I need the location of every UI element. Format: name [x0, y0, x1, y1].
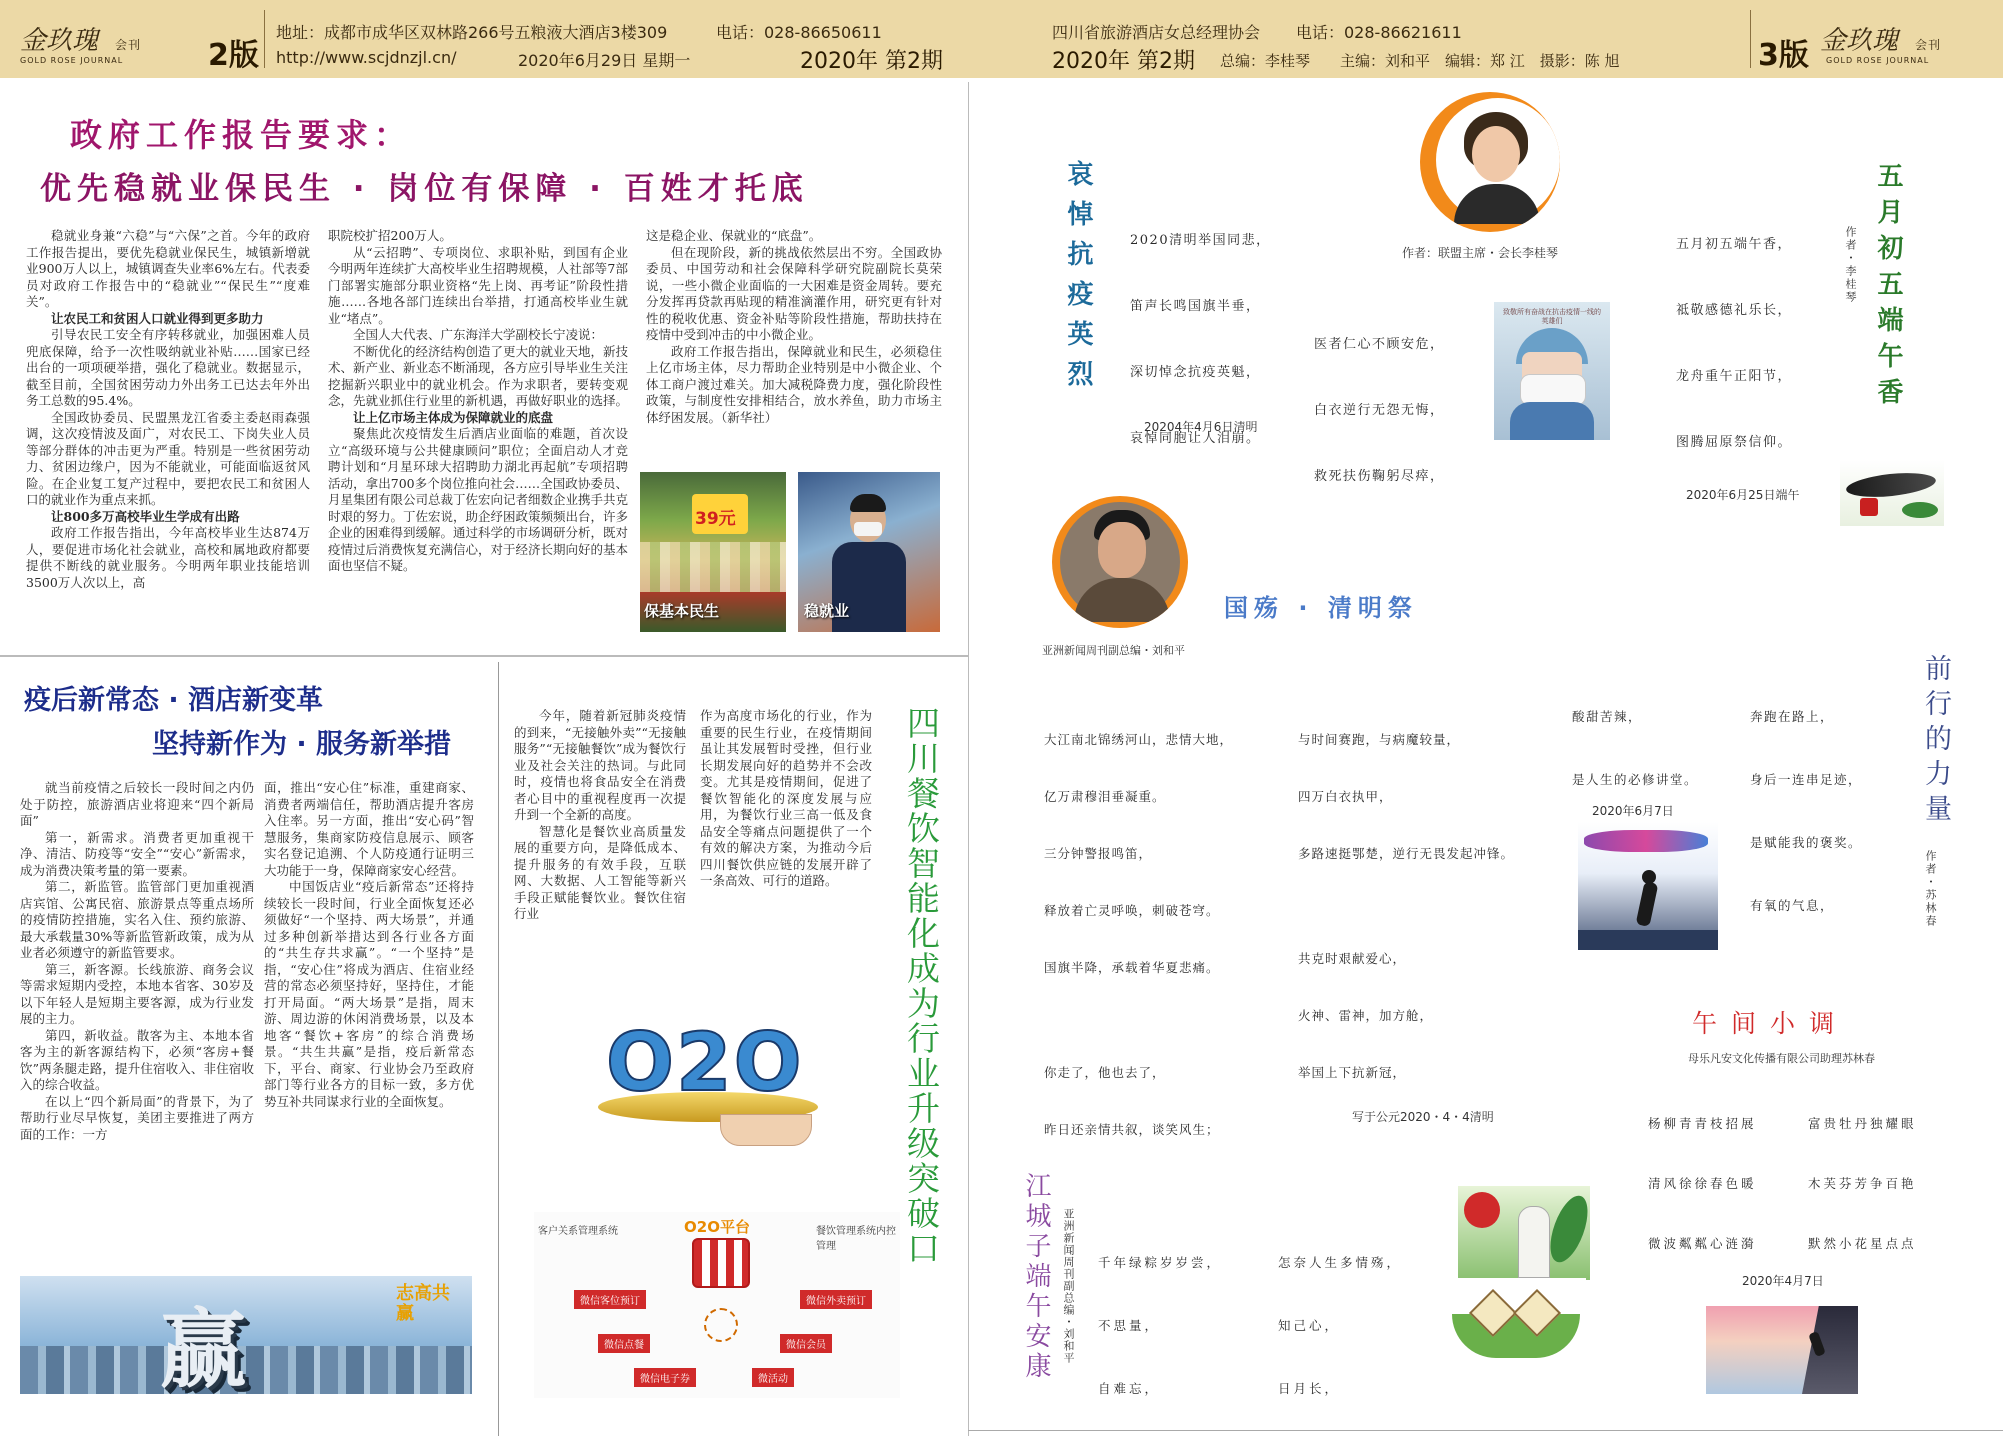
article1-col3-para: 这是稳企业、保就业的“底盘”。	[646, 228, 822, 243]
poem6-column-2	[1278, 1210, 1438, 1396]
diagram-item-crm: 客户关系管理系统	[538, 1226, 618, 1237]
poem1-author: 作者：联盟主席・会长李桂琴	[1402, 246, 1559, 260]
poem3-column-2	[1298, 692, 1538, 1092]
poem6-vertical-author: 亚洲新闻周刊副总编・刘和平	[1062, 1208, 1075, 1364]
poem6-line: 知己心，	[1278, 1318, 1341, 1333]
article2-col1-para: 就当前疫情之后较长一段时间之内仍处于防控，旅游酒店业将迎来“四个新局面”	[20, 780, 254, 828]
poem4-line: 是人生的必修讲堂。	[1572, 772, 1699, 787]
poem3-line: 火神、雷神，加方舱，	[1298, 1008, 1434, 1023]
poem2-line: 祗敬感德礼乐长，	[1676, 303, 1793, 318]
poem6-line: 千年绿粽岁岁尝，	[1098, 1255, 1223, 1270]
article1-column-3	[646, 228, 942, 460]
article2-title-line1: 疫后新常态 · 酒店新变革	[24, 685, 324, 716]
man-mask	[854, 522, 882, 536]
poem3-column-1	[1044, 692, 1294, 1148]
calligraphy-red-accent	[1860, 498, 1878, 516]
price-tag-text: 39元	[695, 509, 736, 529]
article1-column-1	[26, 228, 310, 638]
article1-col2-para: 职院校扩招200万人。	[328, 228, 452, 243]
article3-col1-para: 今年，随着新冠肺炎疫情的到来，“无接触外卖”“无接触服务”“无接触餐饮”成为餐饮行业及社会关注的热词。与此同时，疫情也将食品安全在消费者心目中的重视程度再一次提升到一个全新的高度。	[514, 708, 686, 822]
poem2-body	[1676, 190, 1844, 470]
poem3-line	[1298, 901, 1538, 911]
runner-brush-text	[1584, 830, 1708, 852]
left-page-number: 2版	[208, 38, 259, 73]
poem2-line: 图腾屈原祭信仰。	[1676, 435, 1793, 450]
poem4-line: 酸甜苦辣，	[1572, 709, 1643, 724]
article1-column-2	[328, 228, 628, 638]
article3-col1-para: 智慧化是餐饮业高质量发展的重要方向，是降低成本、提升服务的有效手段，互联网、大数据、人工智能等新兴手段正赋能餐饮业。餐饮住宿行业	[514, 823, 686, 921]
left-header-phone: 电话：028-86650611	[716, 23, 882, 42]
poem3-line: 释放着亡灵呼唤，刺破苍穹。	[1044, 903, 1220, 918]
poem3-line: 亿万肃穆泪垂凝重。	[1044, 789, 1166, 804]
poem6-line: 怎奈人生多情殇，	[1278, 1255, 1403, 1270]
diagram-item-pos: 餐饮管理系统内控管理	[816, 1226, 896, 1252]
poem5-column-1	[1648, 1074, 1768, 1264]
article2-col1-para: 第三，新客源。长线旅游、商务会议等需求短期内受控，本地本省客、30岁及以下年轻人是短期主要客源，成为行业发展的主力。	[20, 961, 254, 1026]
article2-col1-para: 第一，新需求。消费者更加重视干净、清洁、防疫等“安全”“安心”新需求，成为消费决策考量的第一要素。	[20, 829, 254, 878]
masked-man-photo	[798, 472, 940, 632]
poem2-line: 五月初五端午香，	[1676, 237, 1793, 252]
article3-column-2	[700, 708, 872, 952]
poem3-line: 共克时艰献爱心，	[1298, 951, 1407, 966]
author-portrait-liu	[1052, 496, 1188, 628]
diagram-item-coupon: 微信电子券	[634, 1368, 696, 1387]
portrait2-face	[1098, 522, 1146, 578]
poem3-title: 国殇 · 清明祭	[1224, 594, 1418, 622]
climber-sunset-image	[1706, 1306, 1858, 1394]
left-header-separator	[264, 10, 265, 68]
article1-col1-subhead: 让800多万高校毕业生学成有出路	[51, 508, 240, 524]
poster-caption: 致敬所有奋战在抗击疫情一线的英雄们	[1503, 308, 1601, 325]
poem2-date: 2020年6月25日端午	[1686, 488, 1800, 502]
qu-yuan-figure	[1518, 1206, 1550, 1278]
article3-vertical-title: 四川餐饮智能化成为行业升级突破口	[902, 706, 941, 1266]
poem3-line: 大江南北锦绣河山，悲情大地，	[1044, 732, 1234, 747]
article1-col1-subhead: 让农民工和贫困人口就业得到更多助力	[51, 310, 264, 326]
nurse-gown	[1510, 402, 1594, 440]
right-page-bottom-line	[968, 1430, 2003, 1431]
o2o-hand	[720, 1114, 812, 1146]
article1-col1-para: 稳就业身兼“六稳”与“六保”之首。今年的政府工作报告提出，要优先稳就业保民生，城镇新增就业900万人以上，城镇调查失业率6%左右。代表委员对政府工作报告中的“稳就业”“保民生”“度难关”。	[26, 228, 310, 309]
left-header-date: 2020年6月29日 星期一	[518, 51, 691, 70]
win-character: 赢	[160, 1300, 246, 1394]
diagram-hub	[704, 1308, 738, 1342]
poem4-column-2	[1750, 664, 1900, 954]
produce-rows	[640, 542, 786, 592]
poem6-line: 自难忘，	[1098, 1381, 1161, 1396]
article2-col1-para: 第二，新监管。监管部门更加重视酒店宾馆、公寓民宿、旅游景点等重点场所的疫情防控措施，实名入住、预约旅游、最大承载量30%等新监管新政策，成为从业者必须遵守的新监管要求。	[20, 879, 254, 960]
poem3-line	[1044, 1015, 1294, 1025]
poem5-line: 杨柳青青枝招展	[1648, 1116, 1757, 1131]
leaf-boat	[1452, 1314, 1580, 1358]
runner-body	[1636, 881, 1659, 927]
poem3-line: 举国上下抗新冠，	[1298, 1065, 1407, 1080]
poem1-line: 医者仁心不顾安危，	[1314, 337, 1445, 352]
article1-col2-subhead: 让上亿市场主体成为保障就业的底盘	[353, 409, 554, 425]
poem1-line: 笛声长鸣国旗半垂，	[1130, 299, 1261, 314]
poem5-date: 2020年4月7日	[1742, 1274, 1824, 1288]
poem3-line: 国旗半降，承载着华夏悲痛。	[1044, 960, 1220, 975]
diagram-item-member: 微信会员	[780, 1334, 832, 1353]
runner-ground	[1578, 930, 1718, 950]
right-header-phone: 电话：028-86621611	[1296, 23, 1462, 42]
poem5-title: 午间小调	[1692, 1009, 1849, 1038]
poem4-vertical-author: 作者・苏林春	[1924, 850, 1937, 928]
right-header-issue: 2020年 第2期	[1052, 49, 1195, 74]
poem1-line: 白衣逆行无怨无悔，	[1314, 403, 1445, 418]
poem6-vertical-title: 江城子端午安康	[1021, 1172, 1051, 1382]
diagram-center-title: O2O平台	[684, 1218, 750, 1236]
left-logo: 金玖瑰	[20, 26, 99, 56]
article1-col3-para: 政府工作报告指出，保障就业和民生，必须稳住上亿市场主体，尽力帮助企业特别是中小微企业、个体工商户渡过难关。加大减税降费力度，强化阶段性政策，与制度性安排相结合，放水养鱼，助力市场主体纾困发展。（新华社）	[646, 343, 942, 425]
calligraphy-leaf	[1902, 502, 1938, 518]
right-logo-small: 会刊	[1915, 38, 1942, 52]
right-logo-subtitle: GOLD ROSE JOURNAL	[1826, 56, 1930, 65]
poem4-line: 身后一连串足迹，	[1750, 772, 1863, 787]
article1-title-line1: 政府工作报告要求：	[70, 116, 413, 154]
left-header-address: 地址：成都市成华区双林路266号五粮液大酒店3楼309	[276, 23, 668, 42]
article1-col3-para: 但在现阶段，新的挑战依然层出不穷。全国政协委员、中国劳动和社会保障科学研究院副院长莫荣说，一些小微企业面临的一大困难是资金周转。要充分发挥再贷款再贴现的精准滴灌作用，研究更有针对性的税收优惠、资金补贴等阶段性措施，帮助扶持在疫情中受到冲击的中小微企业。	[646, 244, 942, 342]
poem3-date: 写于公元2020・4・4清明	[1352, 1110, 1494, 1124]
poem3-line: 四万白衣执甲，	[1298, 789, 1393, 804]
masked-nurse-poster	[1494, 302, 1610, 440]
poem1-line: 2020清明举国同悲，	[1130, 233, 1271, 248]
calligraphy-stroke	[1845, 469, 1937, 500]
article1-col2-para: 从“云招聘”、专项岗位、求职补贴，到国有企业今明两年连续扩大高校毕业生招聘规模，人社部等7部门部署实施部分职业资格“先上岗、再考证”阶段性措施……各地各部门连续出台举措，打通高校毕业生就业“堵点”。	[328, 244, 628, 326]
poem3-line: 与时间赛跑，与病魔较量，	[1298, 732, 1461, 747]
poem6-line: 日月长，	[1278, 1381, 1341, 1396]
poem2-vertical-author: 作者・李桂琴	[1844, 226, 1857, 304]
poem5-line: 默然小花星点点	[1808, 1236, 1917, 1251]
diagram-item-reserve: 微信客位预订	[574, 1290, 646, 1309]
article2-col1-para: 在以上“四个新局面”的背景下，为了帮助行业尽早恢复，美团主要推进了两方面的工作：一方	[20, 1093, 254, 1142]
poem4-column-1	[1572, 664, 1722, 800]
o2o-illustration	[590, 996, 834, 1146]
right-page-number: 3版	[1758, 38, 1809, 73]
article2-column-2	[264, 780, 474, 1270]
article2-title-line2: 坚持新作为 · 服务新举措	[152, 729, 452, 760]
win-badge: 志高共赢	[396, 1283, 450, 1324]
poem4-line: 有氧的气息，	[1750, 898, 1835, 913]
photo2-caption-char: 稳就业	[804, 602, 850, 620]
poem5-author: 母乐凡安文化传播有限公司助理苏林春	[1688, 1052, 1875, 1065]
left-header-issue: 2020年 第2期	[800, 49, 943, 74]
article1-bottom-divider	[0, 655, 968, 657]
city-skyline	[20, 1346, 472, 1394]
diagram-item-activity: 微活动	[752, 1368, 794, 1387]
left-header-url[interactable]: http://www.scjdnzjl.cn/	[276, 48, 457, 67]
article2-article3-divider	[498, 662, 499, 1436]
poem5-line: 清风徐徐春色暖	[1648, 1176, 1757, 1191]
poem3-line: 昨日还亲情共叙，谈笑风生；	[1044, 1122, 1220, 1137]
poem4-vertical-title: 前行的力量	[1920, 654, 1951, 829]
poem6-column-1	[1098, 1210, 1248, 1396]
left-logo-subtitle: GOLD ROSE JOURNAL	[20, 56, 124, 65]
poem3-line: 三分钟警报鸣笛，	[1044, 846, 1153, 861]
poem1-line: 救死扶伤鞠躬尽瘁，	[1314, 469, 1445, 484]
article1-col2-para: 不断优化的经济结构创造了更大的就业天地，新技术、新产业、新业态不断涌现，各方应引导毕业生关注挖掘新兴职业中的就业机会。作为求职者，要转变观念，先就业抓住行业里的新机遇，再做好职业的选择。	[328, 343, 628, 408]
article1-col1-para: 政府工作报告指出，今年高校毕业生达874万人，要促进市场化社会就业，高校和属地政府都要提供不断线的就业服务。今明两年职业技能培训3500万人次以上，高	[26, 525, 310, 590]
poem1-date: 20204年4月6日清明	[1144, 420, 1258, 434]
man-hair	[850, 494, 886, 512]
article3-column-1	[514, 708, 686, 986]
article2-col2-para: 中国饭店业“疫后新常态”还将持续较长一段时间，行业全面恢复还必须做好“一个坚持、两大场景”，并通过多种创新举措达到各行业各方面的“共生存共求赢”。“一个坚持”是指，“安心住”将成为酒店、住宿业经营的常态必须坚持好，坚持住，才能打开局面。“两大场景”是指，周末游、周边游的休闲消费场景，以及本地客“餐饮+客房”的综合消费场景。“共生共赢”是指，疫后新常态下，平台、商家、行业协会乃至政府部门等行业各方的目标一致，多方优势互补共同谋求行业的全面恢复。	[264, 879, 474, 1109]
poem1-line: 哀悼同胞让人泪崩。	[1130, 431, 1261, 446]
poem2-vertical-title: 五月初五端午香	[1873, 162, 1903, 414]
runner-head	[1642, 870, 1656, 884]
qu-yuan-festival-image	[1458, 1186, 1590, 1280]
poem1-column-1	[1130, 186, 1300, 456]
article1-col1-para: 引导农民工安全有序转移就业，加强困难人员兜底保障，给予一次性吸纳就业补贴……国家已经出台的一项项硬举措，强化了稳就业。数据显示，截至目前，全国贫困劳动力外出务工已达去年外出务工总数的95.4%。	[26, 327, 310, 408]
poem4-date: 2020年6月7日	[1592, 804, 1674, 818]
dragon-boat-calligraphy-image	[1840, 460, 1944, 526]
right-header-separator	[1750, 10, 1751, 68]
poem5-column-2	[1808, 1074, 1928, 1264]
runner-silhouette-image	[1578, 822, 1718, 950]
cliff	[1802, 1306, 1858, 1394]
right-logo: 金玖瑰	[1820, 26, 1899, 56]
portrait-face	[1472, 126, 1520, 182]
poem1-line: 深切悼念抗疫英魁，	[1130, 365, 1261, 380]
article1-col1-para: 全国政协委员、民盟黑龙江省委主委赵雨森强调，这次疫情波及面广，对农民工、下岗失业人员等部分群体的冲击更为严重。特别是一些贫困劳动力、贫困边缘户，因为不能就业，可能面临返贫风险。在企业复工复产过程中，要把农民工和贫困人口的就业作为重点来抓。	[26, 409, 310, 507]
o2o-text: O2O	[606, 1016, 804, 1109]
poem6-line: 不思量，	[1098, 1318, 1161, 1333]
poem3-author: 亚洲新闻周刊副总编・刘和平	[1042, 644, 1185, 657]
poem1-column-2	[1314, 290, 1494, 490]
article1-title-line2: 优先稳就业保民生 · 岗位有保障 · 百姓才托底	[40, 171, 809, 207]
poem5-line: 微波粼粼心涟漪	[1648, 1236, 1757, 1251]
left-logo-small: 会刊	[115, 38, 142, 52]
poem3-line: 多路速挺鄂楚，逆行无畏发起冲锋。	[1298, 846, 1515, 861]
poem5-line: 富贵牡丹独耀眼	[1808, 1116, 1917, 1131]
poem4-line: 是赋能我的褒奖。	[1750, 835, 1863, 850]
article2-column-1	[20, 780, 254, 1270]
right-header-staff: 总编：李桂琴 主编：刘和平 编辑：郑 江 摄影：陈 旭	[1220, 52, 1620, 70]
article2-col1-para: 第四，新收益。散客为主、本地本省客为主的新客源结构下，必须“客房+餐饮”两条腿走路，提升住宿收入、非住宿收入的综合收益。	[20, 1027, 254, 1092]
o2o-platform-diagram	[534, 1212, 900, 1398]
zongzi-boat-image	[1446, 1278, 1586, 1388]
diagram-center-icon	[692, 1238, 750, 1288]
festival-badge	[1464, 1192, 1500, 1228]
poem3-line: 你走了，他也去了，	[1044, 1065, 1166, 1080]
page-center-divider	[968, 82, 969, 1436]
poem4-line: 奔跑在路上，	[1750, 709, 1835, 724]
article3-col2-para: 作为高度市场化的行业，作为重要的民生行业，在疫情期间虽让其发展暂时受挫，但行业长期发展向好的趋势并不会改变。尤其是疫情期间，促进了餐饮智能化的深度发展与应用，为餐饮行业三高一低及食品安全等痛点问题提供了一个有效的解决方案，为推动今后四川餐饮供应链的发展开辟了一条高效、可行的道路。	[700, 708, 872, 888]
poem2-line: 龙舟重午正阳节，	[1676, 369, 1793, 384]
article1-col2-para: 全国人大代表、广东海洋大学副校长宁凌说：	[353, 327, 604, 342]
right-header-association: 四川省旅游酒店女总经理协会	[1052, 23, 1261, 42]
article2-col2-para: 面，推出“安心住”标准，重建商家、消费者两端信任，帮助酒店提升客房入住率。另一方面，推出“安心码”智慧服务，集商家防疫信息展示、顾客实名登记追溯、个人防疫通行证明三大功能于一身，保障商家安心经营。	[264, 780, 474, 878]
diagram-item-order: 微信点餐	[598, 1334, 650, 1353]
author-portrait-li	[1420, 92, 1560, 232]
win-banner-image	[20, 1276, 472, 1394]
article1-col2-para: 聚焦此次疫情发生后酒店业面临的难题，首次设立“高级环境与公共健康顾问”职位；全面启动人才竞聘计划和“月星环球大招聘助力湖北再起航”专项招聘活动，拿出700多个岗位推向社会……全国政协委员、月星集团有限公司总裁丁佐宏向记者细数企业携手共克时艰的努力。丁佐宏说，助企纾困政策频频出台，许多企业的困难得到缓解。通过科学的市场调研分析，既对疫情过后消费恢复充满信心，对于经济长期向好的基本面也坚信不疑。	[328, 426, 628, 573]
poem5-line: 木芙芬芳争百艳	[1808, 1176, 1917, 1191]
diagram-item-takeout: 微信外卖预订	[800, 1290, 872, 1309]
poem1-vertical-title: 哀悼抗疫英烈	[1063, 160, 1093, 400]
supermarket-photo	[640, 472, 786, 632]
photo1-caption-char: 保基本民生	[644, 602, 720, 620]
